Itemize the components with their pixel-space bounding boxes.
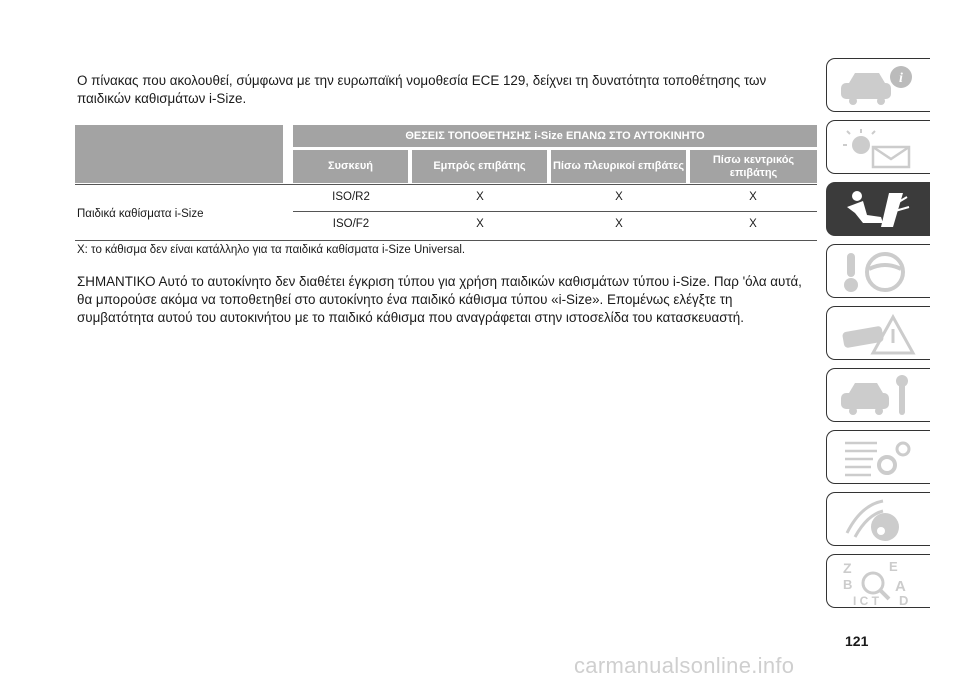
- table-blank-header: [75, 125, 283, 183]
- tab-multimedia[interactable]: [826, 492, 930, 546]
- car-service-icon: [837, 373, 917, 419]
- table-cell: ISO/R2: [332, 191, 370, 203]
- airbag-seat-icon: [837, 187, 917, 233]
- car-info-icon: [837, 63, 917, 109]
- table-divider: [75, 184, 817, 185]
- svg-text:i: i: [899, 71, 903, 86]
- table-cell: ISO/F2: [332, 218, 370, 230]
- multimedia-icon: [837, 497, 917, 543]
- table-group-header: ΘΕΣΕΙΣ ΤΟΠΟΘΕΤΗΣΗΣ i-Size ΕΠΑΝΩ ΣΤΟ ΑΥΤΟΚΙΝΗΤΟ: [293, 125, 817, 147]
- tab-technical-data[interactable]: [826, 430, 930, 484]
- column-header-device: Συσκευή: [293, 150, 408, 183]
- alphabetical-index-icon: [837, 559, 917, 605]
- table-cell: X: [749, 191, 757, 203]
- table-cell: X: [615, 191, 623, 203]
- column-header-front-passenger: Εμπρός επιβάτης: [412, 150, 547, 183]
- road-warning-icon: [837, 311, 917, 357]
- svg-text:A: A: [895, 578, 906, 595]
- svg-text:I C T: I C T: [853, 594, 879, 605]
- important-note: ΣΗΜΑΝΤΙΚΟ Αυτό το αυτοκίνητο δεν διαθέτει έγκριση τύπου για χρήση παιδικών καθισμάτων τύπου i-Size. Παρ 'όλα αυτά, θα μπορούσε ακόμα να τοποθετηθεί στο αυτοκίνητο ένα παιδικό κάθισμα τύπου «i-Size». Επομένως ελέγξτε τη συμβατότητα αυτού του αυτοκινήτου με το παιδικό κάθισμα που αναγράφεται στην ιστοσελίδα του κατασκευαστή.: [77, 274, 802, 325]
- warning-lights-icon: [837, 125, 917, 171]
- tab-emergency[interactable]: [826, 306, 930, 360]
- column-header-rear-side: Πίσω πλευρικοί επιβάτες: [551, 150, 686, 183]
- intro-paragraph: Ο πίνακας που ακολουθεί, σύμφωνα με την ευρωπαϊκή νομοθεσία ECE 129, δείχνει τη δυνατότητα τοποθέτησης των παιδικών καθισμάτων i-Size.: [77, 73, 767, 106]
- tab-index[interactable]: [826, 554, 930, 608]
- tab-maintenance[interactable]: [826, 368, 930, 422]
- key-steering-wheel-icon: [837, 249, 917, 295]
- tab-car-info[interactable]: [826, 58, 930, 112]
- table-cell: X: [749, 218, 757, 230]
- technical-data-icon: [837, 435, 917, 481]
- column-header-rear-center: Πίσω κεντρικός επιβάτης: [690, 150, 817, 183]
- tab-safety[interactable]: [826, 182, 930, 236]
- svg-text:Z: Z: [843, 560, 852, 576]
- svg-text:B: B: [843, 577, 853, 592]
- row-label: Παιδικά καθίσματα i-Size: [77, 208, 204, 220]
- table-divider: [293, 211, 817, 212]
- page-number: 121: [845, 633, 869, 649]
- tab-starting-driving[interactable]: [826, 244, 930, 298]
- table-cell: X: [615, 218, 623, 230]
- tab-warning-lights[interactable]: [826, 120, 930, 174]
- svg-text:E: E: [889, 559, 898, 574]
- table-cell: X: [476, 218, 484, 230]
- footnote: X: το κάθισμα δεν είναι κατάλληλο για τα παιδικά καθίσματα i-Size Universal.: [77, 244, 466, 256]
- table-divider: [75, 240, 817, 241]
- svg-text:D: D: [899, 593, 909, 605]
- table-cell: X: [476, 191, 484, 203]
- watermark: carmanualsonline.info: [574, 653, 795, 678]
